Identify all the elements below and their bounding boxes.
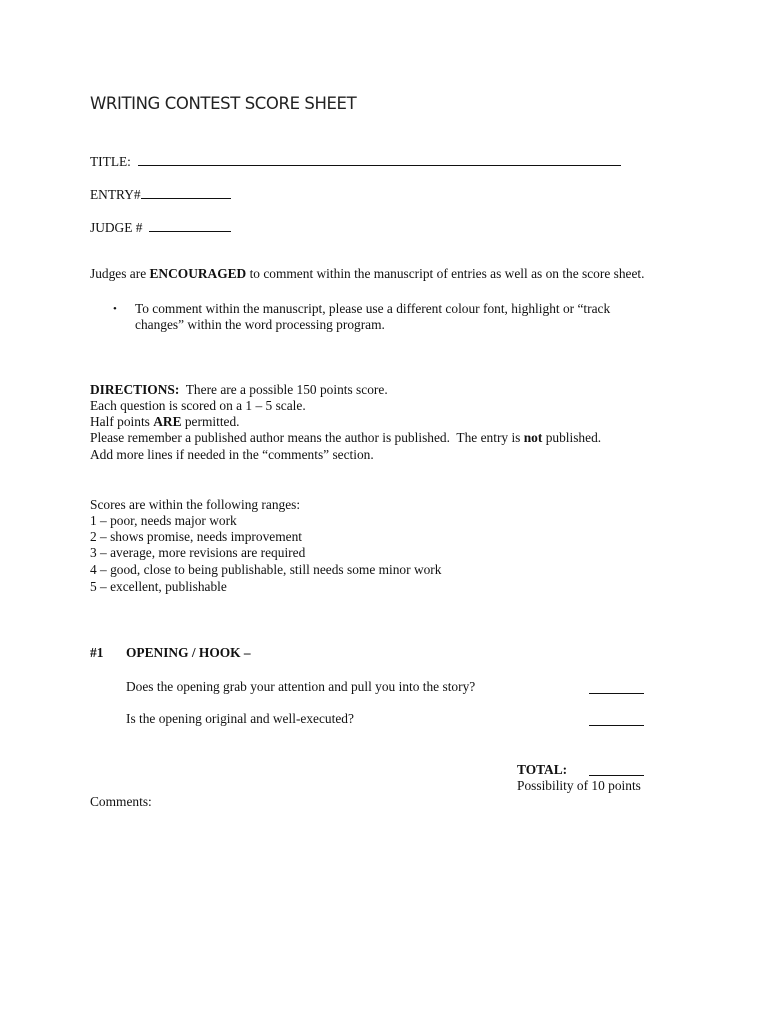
- directions-text-1: There are a possible 150 points score.: [179, 382, 388, 397]
- title-field[interactable]: [90, 152, 621, 170]
- encourage-emphasis: ENCOURAGED: [149, 266, 247, 281]
- directions-line-1: [90, 382, 388, 398]
- question-2: Is the opening original and well-executed?: [126, 711, 354, 726]
- section-number-text: #1: [90, 645, 104, 660]
- directions-text-4-bold: not: [523, 430, 543, 445]
- range-item-3: 3 – average, more revisions are required: [90, 545, 306, 560]
- entry-label: ENTRY#: [90, 187, 141, 202]
- title-blank[interactable]: [138, 152, 621, 166]
- bullet-line-1: To comment within the manuscript, please use a different colour font, highlight or “track: [135, 301, 611, 316]
- section-heading: [126, 645, 251, 661]
- judge-blank[interactable]: [149, 218, 231, 232]
- question-1: Does the opening grab your attention and pull you into the story?: [126, 679, 476, 694]
- entry-field[interactable]: [90, 185, 231, 203]
- entry-blank[interactable]: [141, 185, 231, 199]
- encourage-paragraph: [90, 266, 645, 282]
- directions-text-3-pre: Half points: [90, 414, 154, 429]
- directions-line-5: Add more lines if needed in the “comments” section.: [90, 447, 374, 462]
- directions-line-3: [90, 414, 240, 430]
- question-2-score-blank[interactable]: [589, 712, 644, 726]
- directions-line-2: Each question is scored on a 1 – 5 scale.: [90, 398, 306, 413]
- total-label-text: TOTAL:: [517, 762, 568, 777]
- comments-label: Comments:: [90, 794, 152, 809]
- encourage-text-pre: Judges are: [90, 266, 150, 281]
- section-heading-text: OPENING / HOOK –: [126, 645, 251, 660]
- directions-label: DIRECTIONS:: [90, 382, 180, 397]
- range-item-4: 4 – good, close to being publishable, still needs some minor work: [90, 562, 442, 577]
- question-1-score-blank[interactable]: [589, 680, 644, 694]
- comments-area[interactable]: [90, 812, 645, 992]
- total-score-blank[interactable]: [589, 762, 644, 776]
- bullet-line-2: changes” within the word processing program.: [135, 317, 385, 332]
- page-title: WRITING CONTEST SCORE SHEET: [90, 94, 357, 113]
- directions-text-4-pre: Please remember a published author means the author is published. The entry is: [90, 430, 524, 445]
- judge-field[interactable]: [90, 218, 231, 236]
- encourage-text-post: to comment within the manuscript of entries as well as on the score sheet.: [246, 266, 645, 281]
- range-item-5: 5 – excellent, publishable: [90, 579, 227, 594]
- total-label: [517, 762, 567, 778]
- directions-text-3-bold: ARE: [153, 414, 182, 429]
- ranges-intro: Scores are within the following ranges:: [90, 497, 301, 512]
- bullet-marker: •: [113, 303, 117, 315]
- total-possibility: Possibility of 10 points: [517, 778, 641, 793]
- section-number: [90, 645, 103, 661]
- range-item-1: 1 – poor, needs major work: [90, 513, 237, 528]
- directions-text-3-post: permitted.: [181, 414, 240, 429]
- directions-line-4: [90, 430, 601, 446]
- title-label: TITLE:: [90, 154, 131, 169]
- range-item-2: 2 – shows promise, needs improvement: [90, 529, 302, 544]
- directions-text-4-post: published.: [542, 430, 602, 445]
- judge-label: JUDGE #: [90, 220, 143, 235]
